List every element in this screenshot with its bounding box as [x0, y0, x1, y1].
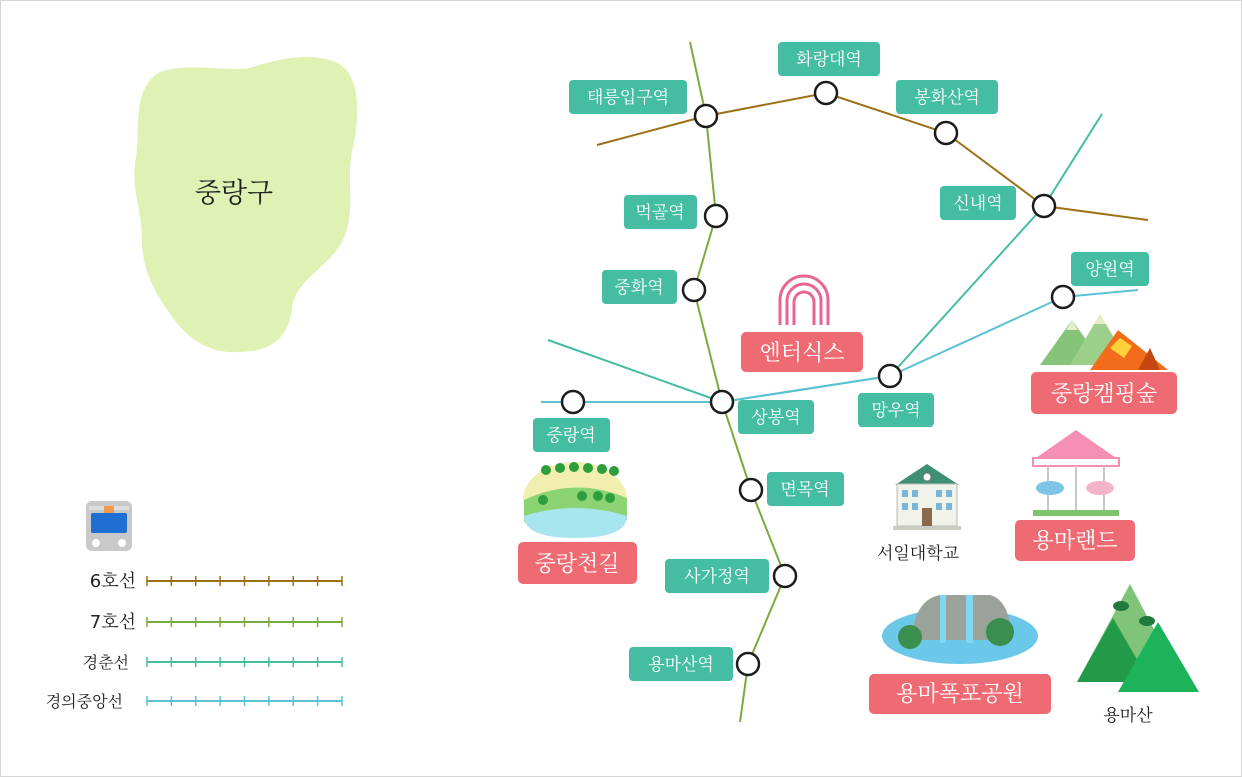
poi-yongma-land[interactable]: [1015, 520, 1135, 561]
station-junghwa[interactable]: [683, 279, 705, 301]
subway-train-icon: [86, 501, 132, 551]
label-yangwon[interactable]: [1071, 252, 1149, 286]
poi-waterfall-park-text: 용마폭포공원: [896, 682, 1024, 707]
station-jungnang[interactable]: [562, 391, 584, 413]
poi-camping-forest[interactable]: [1031, 372, 1177, 414]
station-meokgol[interactable]: [705, 205, 727, 227]
station-bonghwasan[interactable]: [935, 122, 957, 144]
poi-enter-six[interactable]: [741, 332, 863, 372]
label-yongmasan[interactable]: [629, 647, 733, 681]
label-hwarang-text: 화랑대역: [796, 50, 862, 70]
poi-jungnangcheon[interactable]: [518, 542, 637, 584]
label-myeonmok[interactable]: [767, 472, 844, 506]
label-jungnang[interactable]: [533, 418, 610, 452]
poi-enter-six-text: 엔터식스: [759, 341, 845, 366]
label-junghwa-text: 중화역: [614, 278, 664, 298]
station-taereung[interactable]: [695, 105, 717, 127]
poi-waterfall-park[interactable]: [869, 674, 1051, 714]
label-sinnae-text: 신내역: [953, 194, 1003, 214]
label-meokgol-text: 먹골역: [635, 203, 685, 223]
label-sinnae[interactable]: [940, 186, 1016, 220]
station-sinnae[interactable]: [1033, 195, 1055, 217]
station-sagajeong[interactable]: [774, 565, 796, 587]
station-yongmasan[interactable]: [737, 653, 759, 675]
station-hwarang[interactable]: [815, 82, 837, 104]
label-hwarang[interactable]: [778, 42, 880, 76]
poi-jungnangcheon-text: 중랑천길: [534, 552, 620, 577]
label-taereung-text: 태릉입구역: [586, 88, 670, 108]
label-bonghwasan[interactable]: [896, 80, 998, 114]
label-mangu-text: 망우역: [871, 401, 921, 421]
stream-park-icon: [523, 462, 627, 538]
legend-gyeongchun-label: 경춘선: [82, 653, 129, 672]
seoil-univ-label[interactable]: 서일대학교: [876, 544, 960, 564]
label-junghwa[interactable]: [602, 270, 677, 304]
label-myeonmok-text: 면목역: [780, 480, 830, 500]
station-mangu[interactable]: [879, 365, 901, 387]
label-jungnang-text: 중랑역: [546, 426, 596, 446]
poi-yongma-land-text: 용마랜드: [1032, 529, 1118, 554]
label-yangwon-text: 양원역: [1085, 260, 1135, 280]
label-mangu[interactable]: [858, 393, 934, 427]
yongmasan-mountain-label[interactable]: 용마산: [1103, 706, 1153, 726]
label-sangbong-text: 상봉역: [751, 408, 801, 428]
label-meokgol[interactable]: [624, 195, 697, 229]
legend-gyeongui-label: 경의중앙선: [45, 692, 123, 711]
label-sagajeong[interactable]: [665, 559, 769, 593]
poi-camping-forest-text: 중랑캠핑숲: [1050, 382, 1158, 407]
legend-line6-label: 6호선: [89, 571, 136, 592]
legend-line7-label: 7호선: [89, 612, 136, 633]
station-myeonmok[interactable]: [740, 479, 762, 501]
label-taereung[interactable]: [569, 80, 687, 114]
label-yongmasan-text: 용마산역: [648, 655, 714, 675]
label-bonghwasan-text: 봉화산역: [914, 88, 980, 108]
label-sangbong[interactable]: [738, 400, 814, 434]
label-sagajeong-text: 사가정역: [684, 567, 750, 587]
district-name: 중랑구: [194, 178, 274, 209]
station-yangwon[interactable]: [1052, 286, 1074, 308]
station-sangbong[interactable]: [711, 391, 733, 413]
